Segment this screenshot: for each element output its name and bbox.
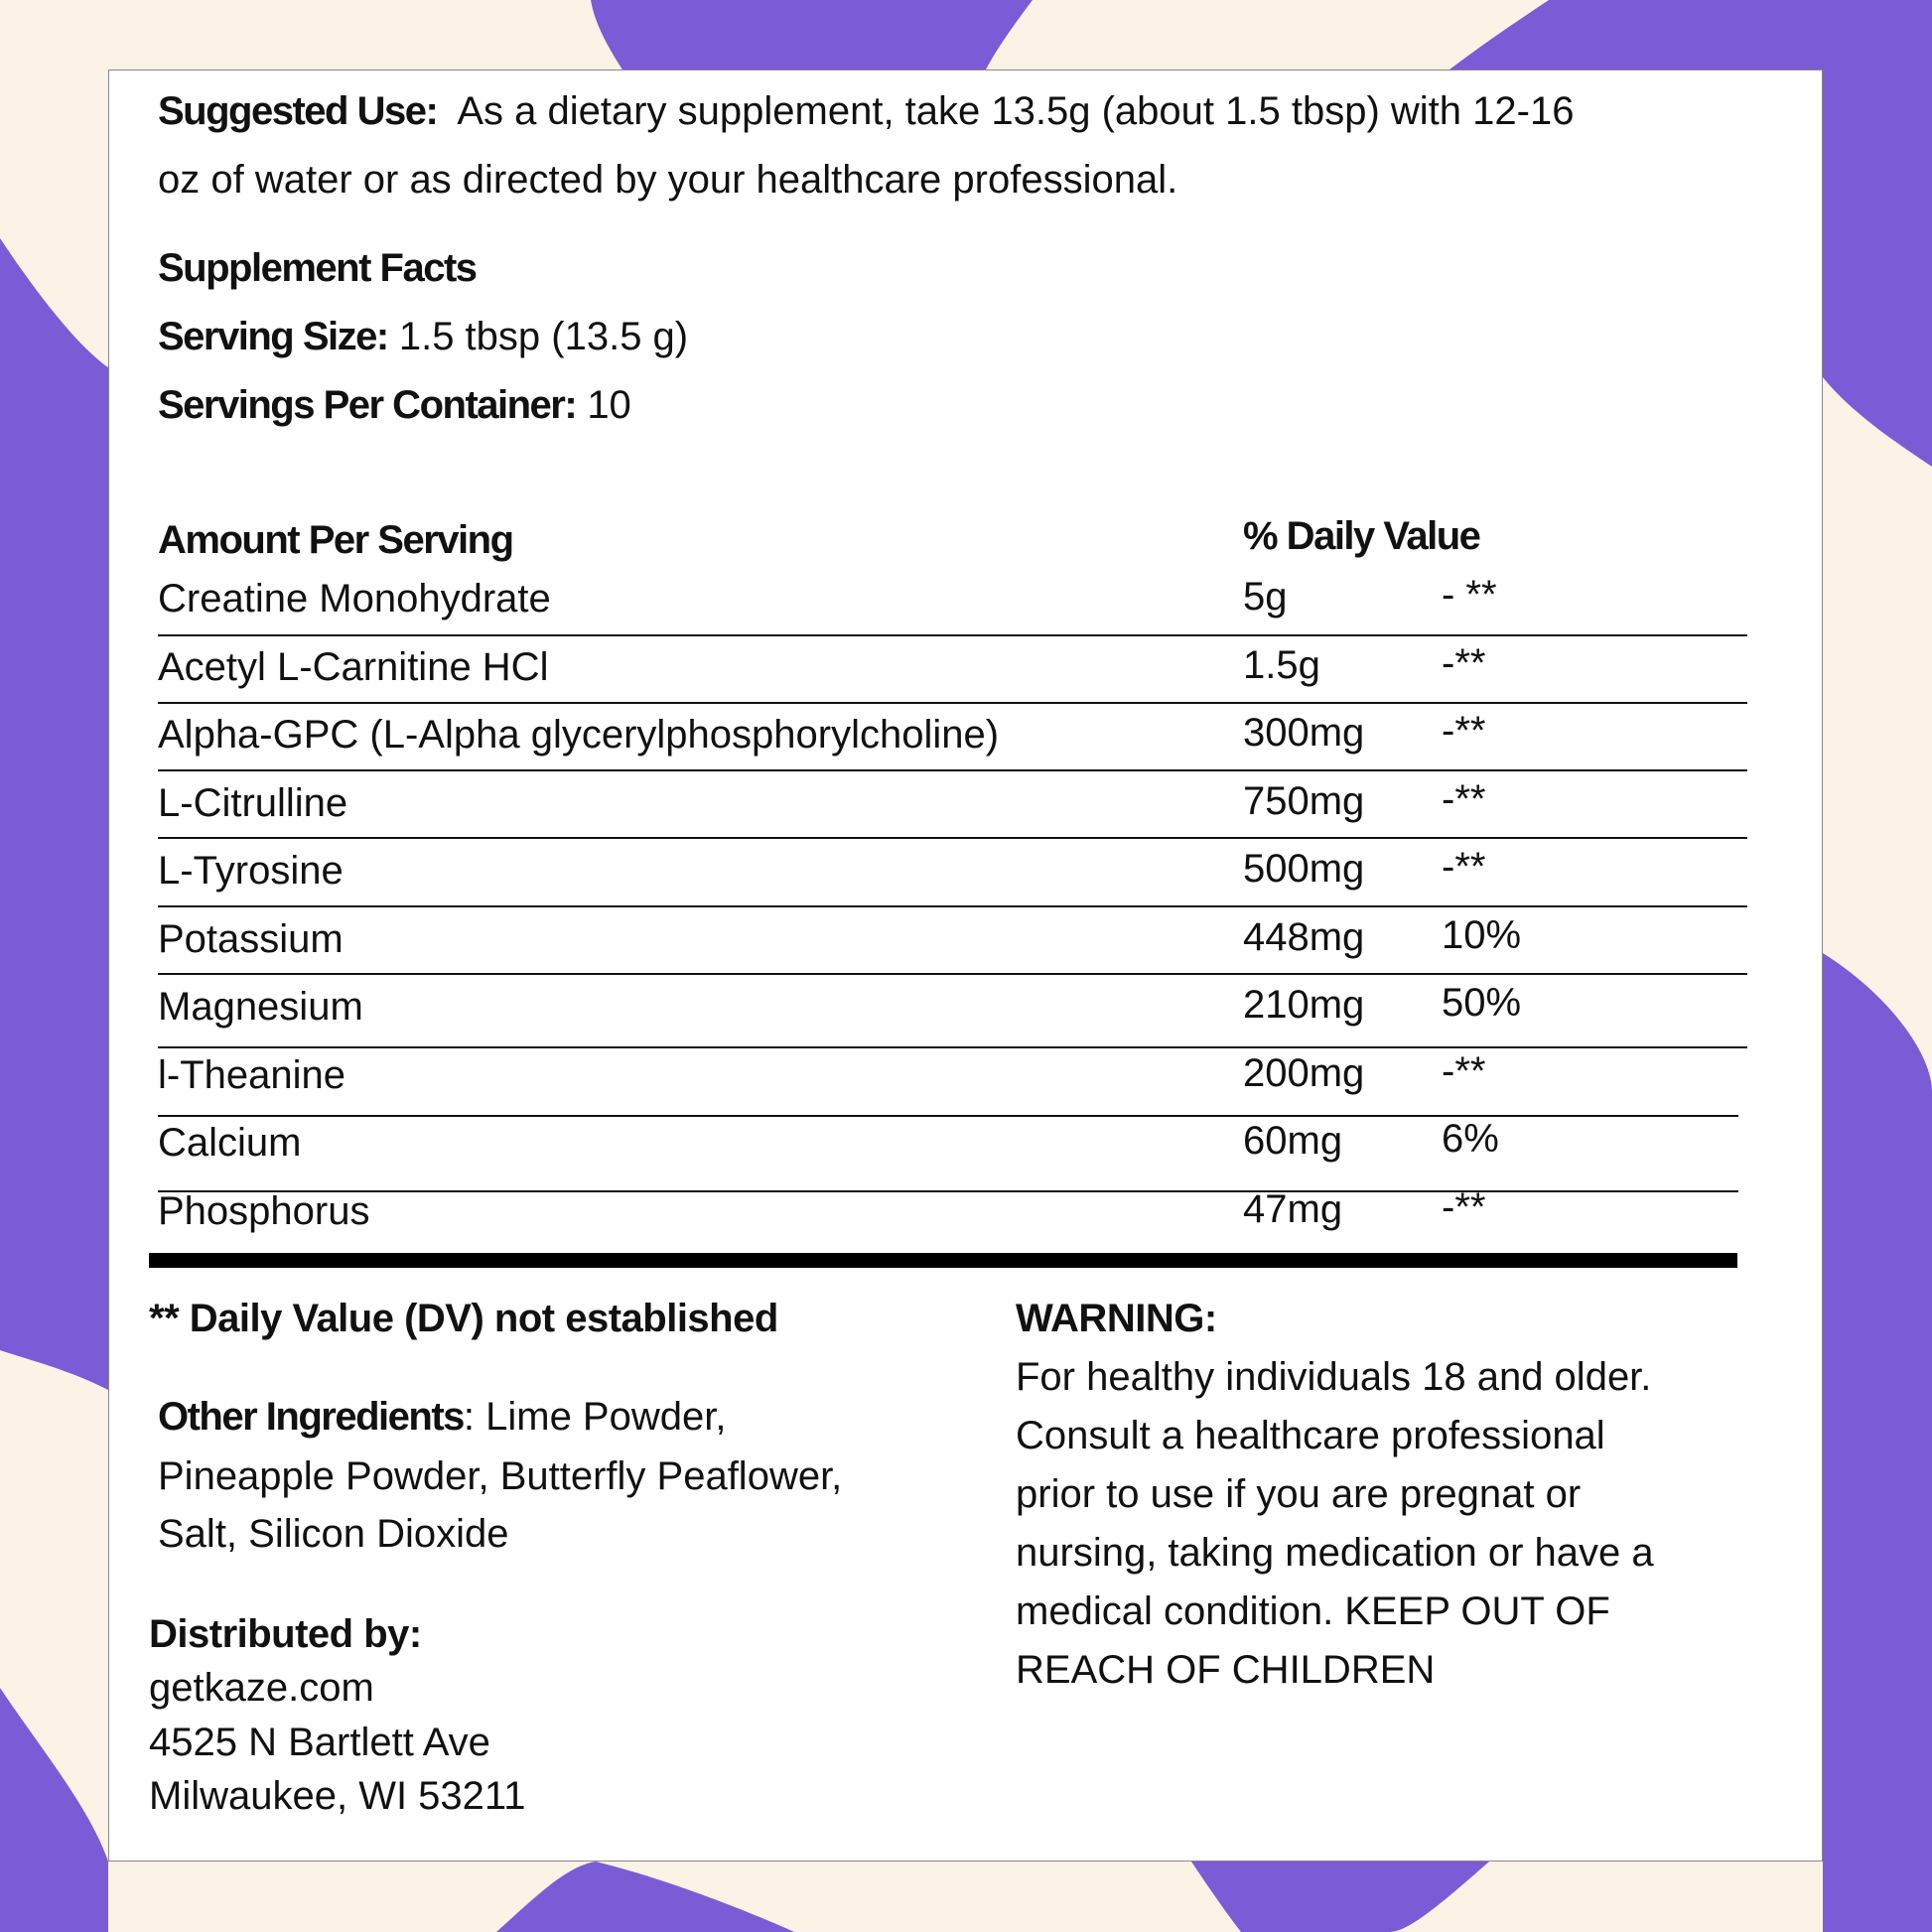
ingredient-daily-value: -**: [1442, 709, 1486, 753]
ingredient-amount: 47mg: [1243, 1186, 1343, 1231]
ingredient-amount: 200mg: [1243, 1050, 1365, 1095]
serving-size: [158, 315, 688, 358]
ingredient-daily-value: 6%: [1442, 1117, 1499, 1161]
ingredient-name: Potassium: [158, 916, 344, 961]
dv-note: ** Daily Value (DV) not established: [149, 1297, 778, 1340]
row-divider: [158, 1115, 1738, 1117]
servings-value: 10: [587, 383, 631, 427]
row-divider: [158, 1046, 1747, 1048]
suggested-use-line1: [158, 89, 1574, 133]
ingredient-name: Phosphorus: [158, 1188, 370, 1233]
ingredient-daily-value: -**: [1442, 1184, 1486, 1229]
ingredient-amount: 210mg: [1243, 983, 1365, 1027]
distributor-website: getkaze.com: [149, 1666, 374, 1710]
suggested-use-line2: oz of water or as directed by your healthcare professional.: [158, 158, 1178, 202]
ingredient-daily-value: 10%: [1442, 912, 1522, 957]
other-ingredients-text: : Lime Powder,: [463, 1395, 727, 1439]
ingredient-amount: 300mg: [1243, 711, 1365, 755]
suggested-use-label: Suggested Use:: [158, 89, 438, 133]
table-bottom-bar: [149, 1253, 1737, 1268]
servings-label: Servings Per Container:: [158, 383, 577, 427]
row-divider: [158, 905, 1747, 907]
distributor-label: Distributed by:: [149, 1612, 422, 1656]
ingredient-name: Alpha-GPC (L-Alpha glycerylphosphorylcholine): [158, 713, 1000, 757]
ingredient-daily-value: -**: [1442, 640, 1486, 685]
ingredient-amount: 60mg: [1243, 1119, 1343, 1163]
other-ingredients-line2: Pineapple Powder, Butterfly Peaflower,: [158, 1454, 843, 1498]
warning-label: WARNING:: [1016, 1297, 1217, 1340]
warning-line: For healthy individuals 18 and older.: [1016, 1355, 1652, 1399]
header-amount: Amount Per Serving: [158, 518, 513, 562]
warning-line: nursing, taking medication or have a: [1016, 1531, 1654, 1575]
ingredient-daily-value: - **: [1442, 573, 1497, 617]
ingredient-name: Calcium: [158, 1121, 302, 1165]
warning-line: medical condition. KEEP OUT OF: [1016, 1589, 1610, 1633]
other-ingredients-label: Other Ingredients: [158, 1395, 464, 1439]
row-divider: [158, 973, 1747, 975]
other-ingredients-line3: Salt, Silicon Dioxide: [158, 1512, 509, 1556]
servings-per-container: [158, 383, 631, 427]
ingredient-daily-value: -**: [1442, 845, 1486, 889]
serving-size-value: 1.5 tbsp (13.5 g): [398, 315, 689, 358]
suggested-use-text: As a dietary supplement, take 13.5g (about 1.5 tbsp) with 12-16: [457, 89, 1575, 133]
other-ingredients-line1: [158, 1395, 726, 1439]
ingredient-name: Creatine Monohydrate: [158, 577, 551, 621]
warning-line: prior to use if you are pregnat or: [1016, 1472, 1582, 1516]
ingredient-daily-value: -**: [1442, 776, 1486, 821]
ingredient-daily-value: -**: [1442, 1048, 1486, 1093]
warning-line: REACH OF CHILDREN: [1016, 1648, 1436, 1692]
row-divider: [158, 1190, 1738, 1192]
ingredient-amount: 1.5g: [1243, 642, 1320, 687]
ingredient-name: l-Theanine: [158, 1052, 346, 1097]
row-divider: [158, 769, 1747, 771]
row-divider: [158, 837, 1747, 839]
warning-line: Consult a healthcare professional: [1016, 1414, 1605, 1457]
ingredient-amount: 448mg: [1243, 914, 1365, 959]
ingredient-name: Acetyl L-Carnitine HCl: [158, 644, 549, 689]
ingredient-amount: 500mg: [1243, 847, 1365, 891]
ingredient-name: Magnesium: [158, 985, 363, 1029]
ingredient-name: L-Tyrosine: [158, 849, 344, 893]
distributor-city: Milwaukee, WI 53211: [149, 1774, 526, 1818]
ingredient-name: L-Citrulline: [158, 780, 348, 825]
row-divider: [158, 634, 1747, 636]
ingredient-amount: 5g: [1243, 575, 1288, 619]
serving-size-label: Serving Size:: [158, 315, 388, 358]
ingredient-daily-value: 50%: [1442, 981, 1522, 1025]
facts-title: Supplement Facts: [158, 246, 477, 290]
ingredient-amount: 750mg: [1243, 778, 1365, 823]
distributor-street: 4525 N Bartlett Ave: [149, 1721, 490, 1764]
header-daily-value: % Daily Value: [1243, 514, 1480, 558]
row-divider: [158, 702, 1747, 704]
